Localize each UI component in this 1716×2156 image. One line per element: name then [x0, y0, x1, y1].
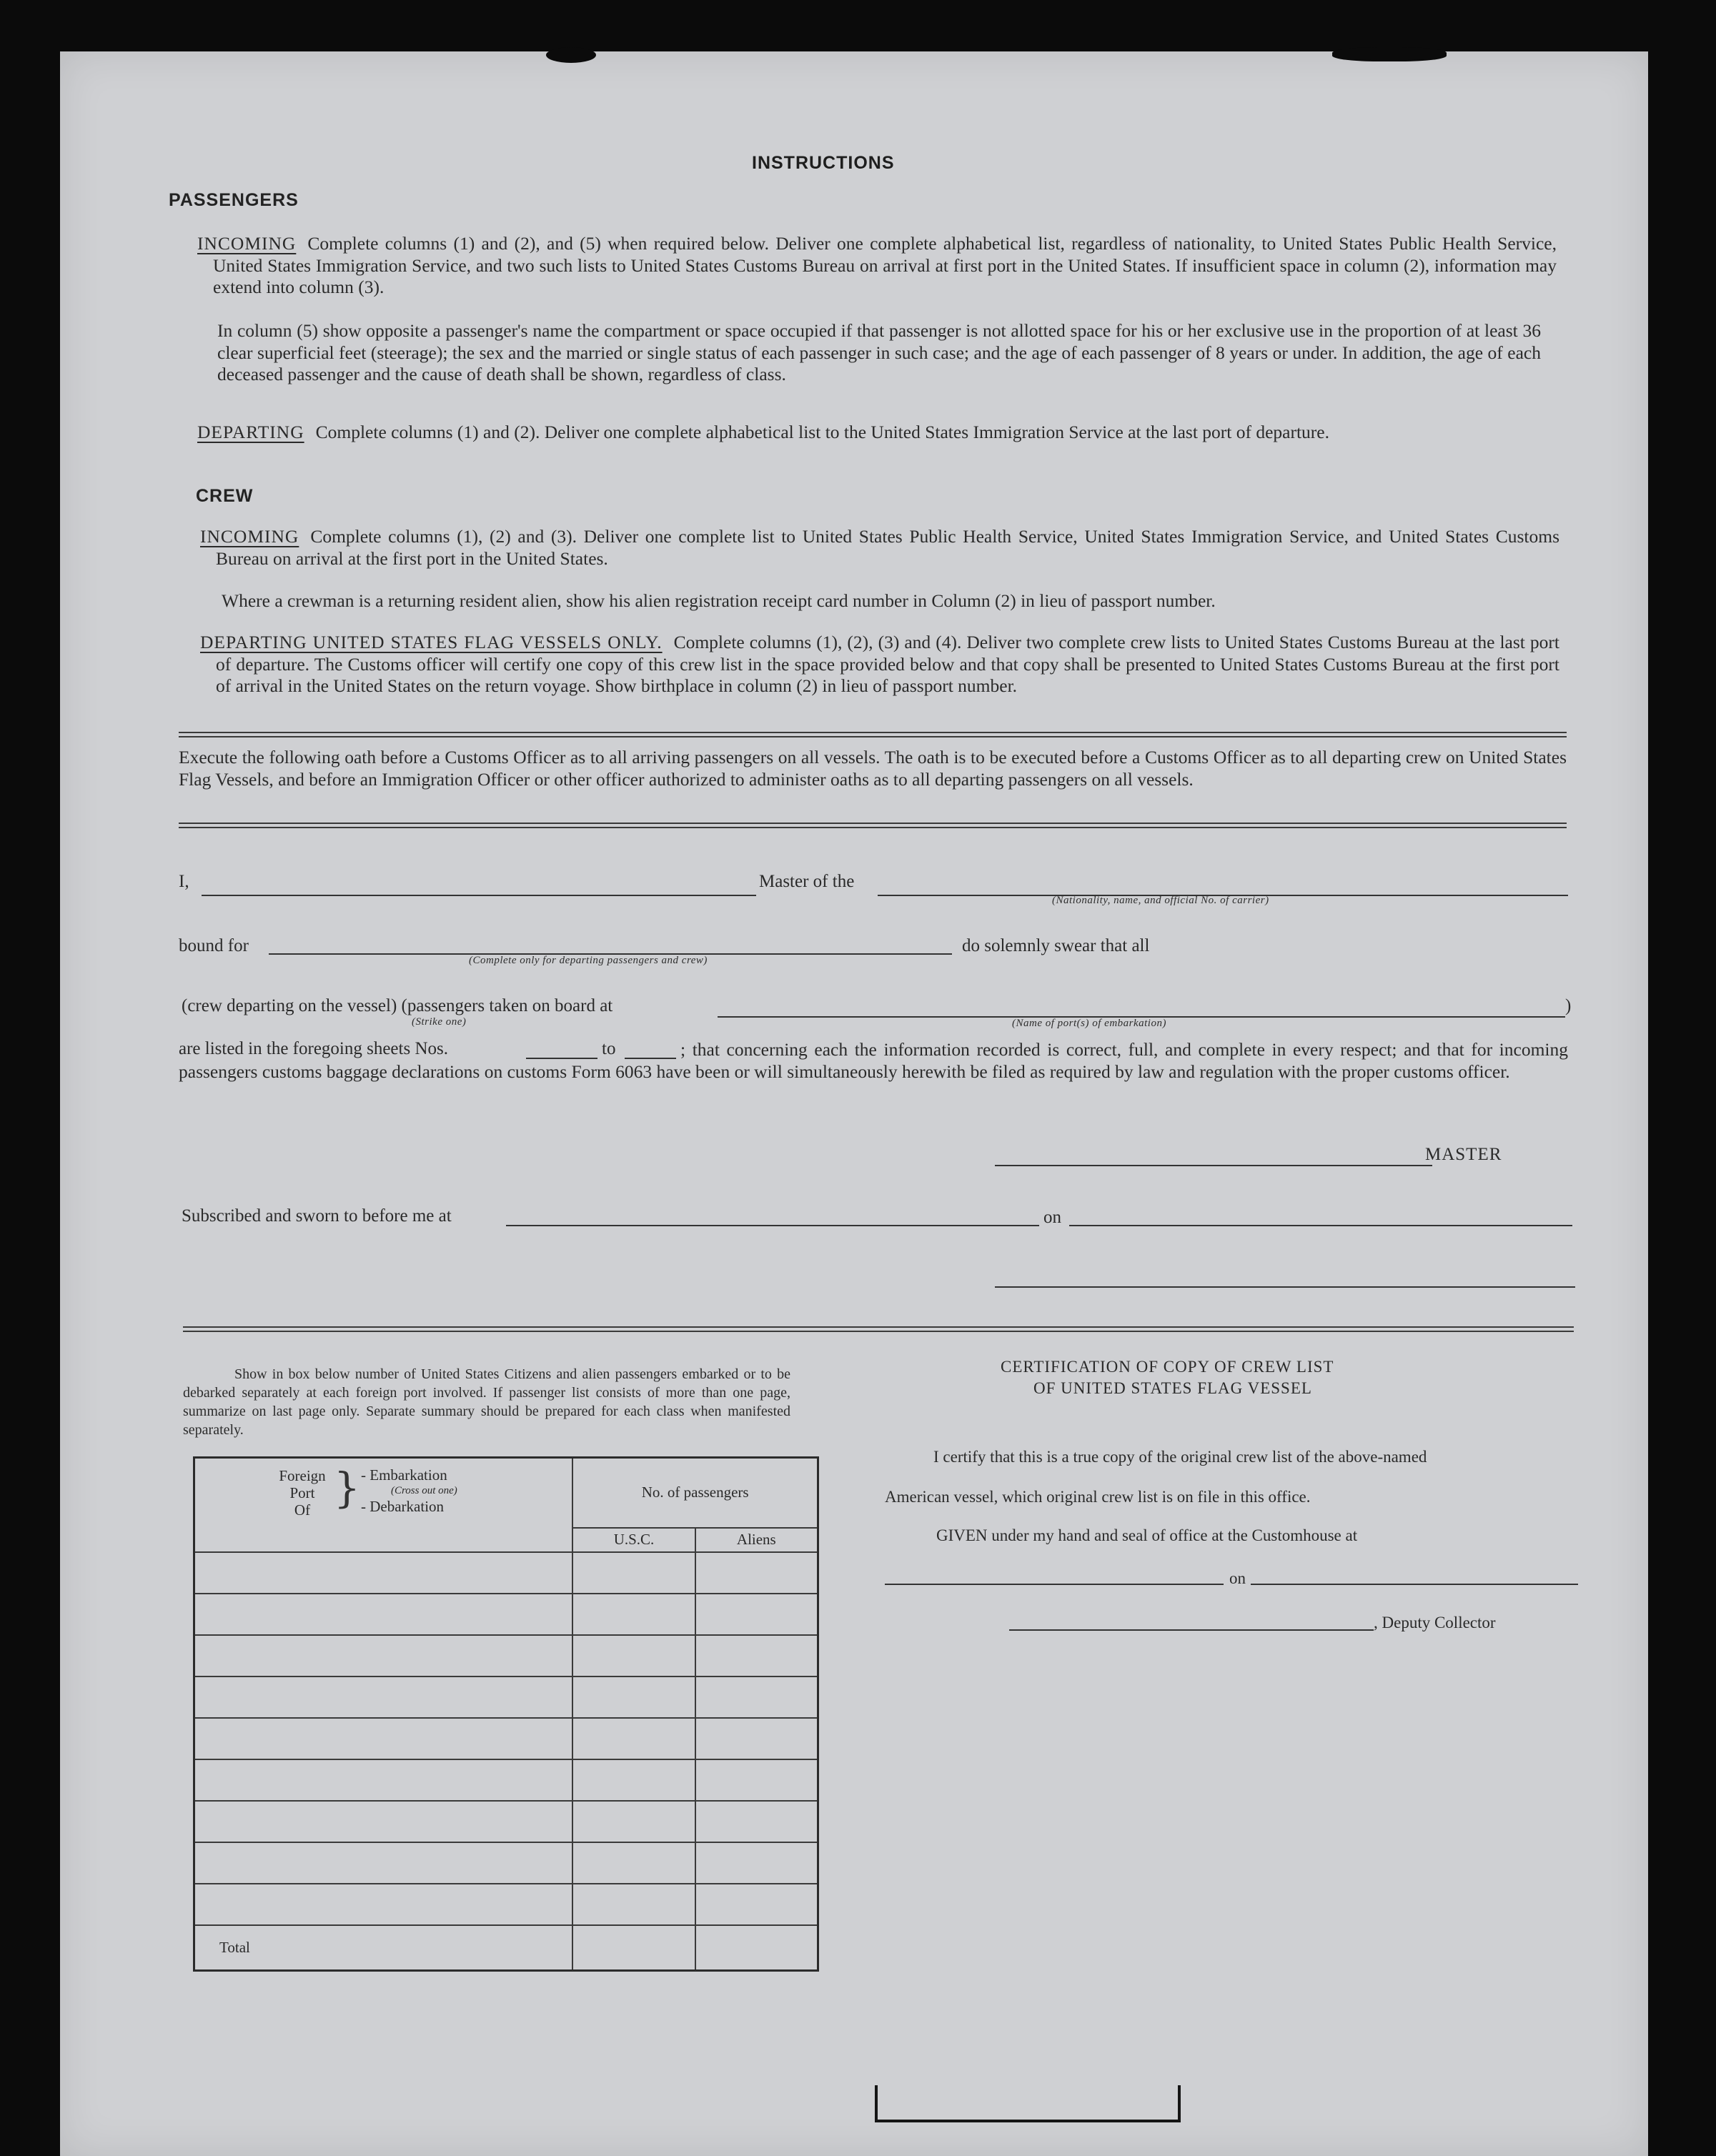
- oath-i-label: I,: [179, 872, 189, 891]
- usc-header: U.S.C.: [572, 1528, 695, 1552]
- instructions-title: INSTRUCTIONS: [752, 153, 895, 173]
- strike-one-caption: (Strike one): [412, 1016, 467, 1028]
- aliens-cell[interactable]: [695, 1718, 818, 1759]
- torn-edge-mark: [546, 47, 596, 63]
- passengers-departing-label: DEPARTING: [197, 422, 304, 442]
- aliens-cell[interactable]: [695, 1676, 818, 1718]
- passengers-heading: PASSENGERS: [169, 190, 299, 210]
- port-cell[interactable]: [194, 1759, 573, 1801]
- port-cell[interactable]: [194, 1801, 573, 1842]
- column5-paragraph: In column (5) show opposite a passenger's name the compartment or space occupied if that passenger is not allotted space for his or her exclusive use in the proportion of at least 36 clear superficial feet (steerage); the sex and the married or single status of each passenger in such case; and the age of each passenger of 8 years or under. In addition, the age of each deceased passenger and the cause of death shall be shown, regardless of class.: [217, 320, 1541, 384]
- total-usc-cell[interactable]: [572, 1925, 695, 1971]
- usc-cell[interactable]: [572, 1552, 695, 1594]
- passengers-incoming-text: Complete columns (1) and (2), and (5) when required below. Deliver one complete alphabetical list, regardless of nationality, to United States Public Health Service, United States Immigration Service, and two such lists to United States Customs Bureau on arrival at first port in the United States. If insufficient space in column (2), information may extend into column (3).: [213, 233, 1557, 297]
- crew-incoming-paragraph: [200, 526, 1559, 570]
- usc-cell[interactable]: [572, 1635, 695, 1676]
- subscribed-label: Subscribed and sworn to before me at: [182, 1206, 452, 1226]
- port-label: Port: [289, 1484, 315, 1501]
- usc-cell[interactable]: [572, 1718, 695, 1759]
- crew-departing-paragraph: [200, 632, 1559, 697]
- embarkation-label: - Embarkation: [361, 1466, 447, 1484]
- aliens-cell[interactable]: [695, 1759, 818, 1801]
- total-aliens-cell[interactable]: [695, 1925, 818, 1971]
- deputy-collector-label: , Deputy Collector: [1374, 1614, 1496, 1631]
- certification-heading-1: CERTIFICATION OF COPY OF CREW LIST: [1001, 1358, 1334, 1376]
- master-of-the-label: Master of the: [759, 872, 855, 891]
- sheets-label: are listed in the foregoing sheets Nos.: [179, 1039, 448, 1058]
- aliens-cell[interactable]: [695, 1635, 818, 1676]
- brace: }: [334, 1464, 360, 1512]
- passengers-incoming-paragraph: [197, 233, 1557, 299]
- subscribed-at-line[interactable]: [506, 1225, 1039, 1226]
- customhouse-line[interactable]: [885, 1584, 1224, 1585]
- master-signature-line[interactable]: [995, 1165, 1432, 1166]
- deputy-collector-line[interactable]: [1009, 1629, 1374, 1631]
- form-page: [60, 51, 1648, 2156]
- oath-body-text: ; that concerning each the information recorded is correct, full, and complete in every respect; and that for incoming passengers customs baggage declarations on customs Form 6063 have been or will simultaneously herewith be filed as required by law and regulation with the proper customs officer.: [179, 1039, 1568, 1082]
- crew-departing-text: Complete columns (1), (2), (3) and (4). Deliver two complete crew lists to United States Customs Bureau at the last port of departure. The Customs officer will certify one copy of this crew list in the space provided below and that copy shall be presented to United States Customs Bureau at the first port of arrival in the United States on the return voyage. Show birthplace in column (2) in lieu of passport number.: [216, 632, 1559, 696]
- foreign-label: Foreign: [279, 1467, 326, 1484]
- divider-3: [183, 1326, 1574, 1332]
- ports-close-paren: ): [1565, 996, 1572, 1015]
- swear-label: do solemnly swear that all: [962, 936, 1150, 955]
- sheets-to-label: to: [602, 1039, 616, 1058]
- debarkation-label: - Debarkation: [361, 1498, 445, 1515]
- cross-out-caption: (Cross out one): [391, 1485, 457, 1496]
- crew-departing-label: (crew departing on the vessel) (passengers taken on board at: [182, 996, 613, 1015]
- cert-date-line[interactable]: [1251, 1584, 1578, 1585]
- crew-incoming-text: Complete columns (1), (2) and (3). Deliver one complete list to United States Public Health Service, United States Immigration Service, and United States Customs Bureau on arrival at the first port in the United States.: [216, 526, 1559, 569]
- cert-on-label: on: [1229, 1569, 1246, 1587]
- port-cell[interactable]: [194, 1635, 573, 1676]
- usc-cell[interactable]: [572, 1801, 695, 1842]
- crew-heading: CREW: [196, 486, 254, 506]
- port-cell[interactable]: [194, 1594, 573, 1635]
- oath-intro: Execute the following oath before a Customs Officer as to all arriving passengers on all vessels. The oath is to be executed before a Customs Officer as to all departing crew on United States Flag Vessels, and before an Immigration Officer or other officer authorized to administer oaths as to all departing passengers on all vessels.: [179, 747, 1567, 790]
- divider-1: [179, 732, 1567, 737]
- certification-heading-2: OF UNITED STATES FLAG VESSEL: [1033, 1379, 1312, 1397]
- aliens-cell[interactable]: [695, 1594, 818, 1635]
- certify-line-2: American vessel, which original crew list is on file in this office.: [885, 1488, 1311, 1506]
- no-of-passengers-header: No. of passengers: [572, 1458, 818, 1528]
- aliens-cell[interactable]: [695, 1801, 818, 1842]
- passengers-incoming-label: INCOMING: [197, 233, 297, 254]
- aliens-cell[interactable]: [695, 1552, 818, 1594]
- subscribed-on-line[interactable]: [1069, 1225, 1572, 1226]
- usc-cell[interactable]: [572, 1759, 695, 1801]
- port-cell[interactable]: [194, 1552, 573, 1594]
- usc-cell[interactable]: [572, 1676, 695, 1718]
- port-header-cell: [194, 1458, 573, 1552]
- aliens-header: Aliens: [695, 1528, 818, 1552]
- passenger-summary-table: [193, 1456, 819, 1972]
- stamp-mark-bottom: [875, 2085, 1181, 2122]
- usc-cell[interactable]: [572, 1842, 695, 1884]
- port-cell[interactable]: [194, 1718, 573, 1759]
- crew-resident-paragraph: Where a crewman is a returning resident alien, show his alien registration receipt card number in Column (2) in lieu of passport number.: [222, 590, 1216, 611]
- usc-cell[interactable]: [572, 1594, 695, 1635]
- bound-for-label: bound for: [179, 936, 249, 955]
- master-signature-label: MASTER: [1425, 1145, 1502, 1164]
- oath-body: [179, 1039, 1568, 1083]
- of-label: Of: [294, 1501, 311, 1519]
- master-name-line[interactable]: [202, 895, 756, 896]
- bound-for-caption: (Complete only for departing passengers and crew): [469, 955, 708, 966]
- certify-line-1: I certify that this is a true copy of the original crew list of the above-named: [933, 1448, 1427, 1466]
- torn-edge-mark-2: [1332, 47, 1447, 61]
- officer-signature-line[interactable]: [995, 1286, 1575, 1288]
- carrier-caption: (Nationality, name, and official No. of carrier): [1052, 895, 1269, 906]
- port-cell[interactable]: [194, 1842, 573, 1884]
- crew-incoming-label: INCOMING: [200, 526, 299, 547]
- ports-caption: (Name of port(s) of embarkation): [1012, 1018, 1166, 1029]
- passengers-departing-text: Complete columns (1) and (2). Deliver one complete alphabetical list to the United States Immigration Service at the last port of departure.: [315, 422, 1329, 442]
- divider-2: [179, 823, 1567, 828]
- aliens-cell[interactable]: [695, 1842, 818, 1884]
- usc-cell[interactable]: [572, 1884, 695, 1925]
- port-cell[interactable]: [194, 1884, 573, 1925]
- aliens-cell[interactable]: [695, 1884, 818, 1925]
- port-cell[interactable]: [194, 1676, 573, 1718]
- summary-instructions: Show in box below number of United States Citizens and alien passengers embarked or to be debarked separately at each foreign port involved. If passenger list consists of more than one page, summarize on last page only. Separate summary should be prepared for each class when manifested separately.: [183, 1366, 790, 1438]
- passengers-departing-paragraph: [197, 422, 1557, 444]
- crew-departing-label: DEPARTING UNITED STATES FLAG VESSELS ONLY.: [200, 632, 663, 652]
- subscribed-on-label: on: [1043, 1208, 1061, 1227]
- total-label: Total: [194, 1925, 573, 1971]
- given-line: GIVEN under my hand and seal of office at the Customhouse at: [936, 1526, 1358, 1544]
